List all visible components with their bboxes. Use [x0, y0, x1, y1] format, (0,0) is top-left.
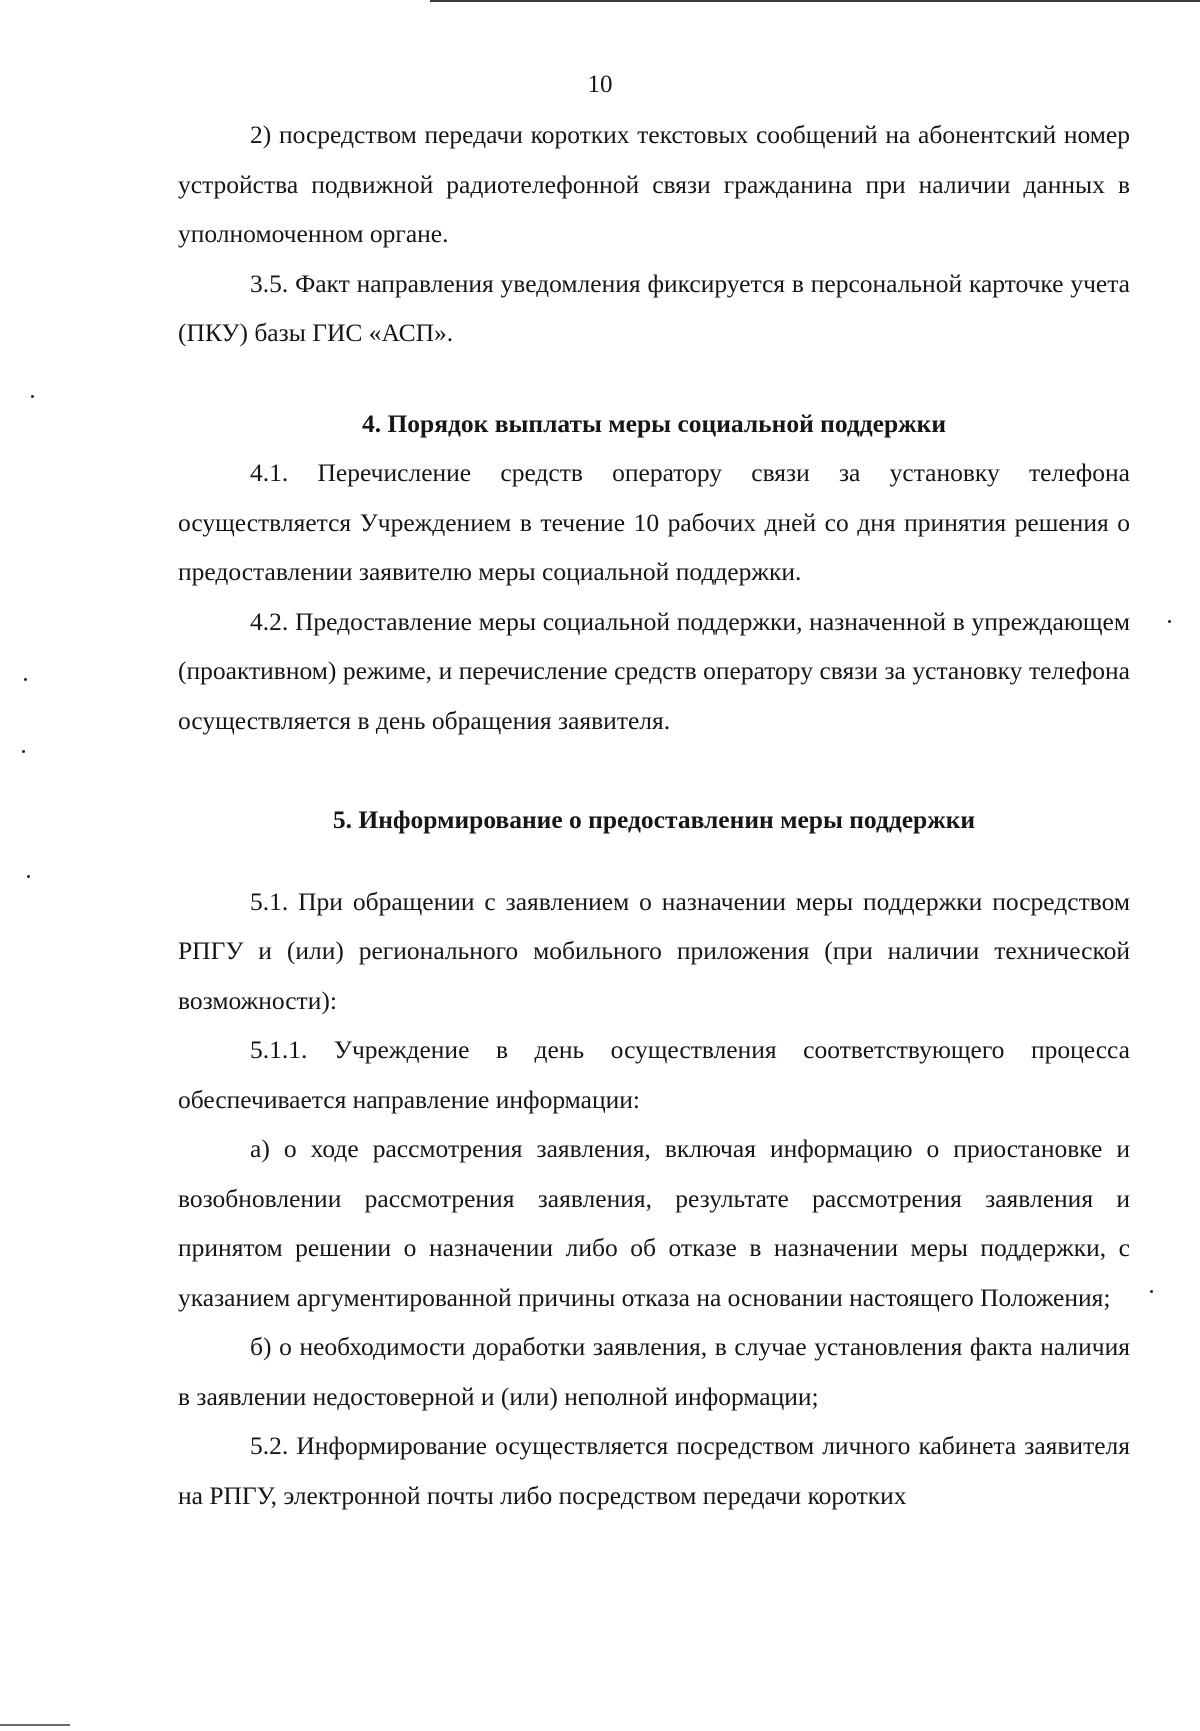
scan-speck [22, 750, 25, 753]
scan-speck [1150, 1290, 1153, 1293]
bottom-border-line [0, 1724, 70, 1726]
scan-speck [31, 395, 34, 398]
paragraph-5-1-1: 5.1.1. Учреждение в день осуществления соответствующего процесса обеспечивается направление информации: [178, 1035, 1130, 1114]
top-border-line [430, 0, 1200, 2]
scan-speck [24, 678, 27, 681]
paragraph-2-sms: 2) посредством передачи коротких текстовых сообщений на абонентский номер устройства подвижной радиотелефонной связи гражданина при наличии данных в уполномоченном органе. [178, 120, 1130, 248]
document-body [178, 110, 1130, 1520]
paragraph-b: б) о необходимости доработки заявления, в случае установления факта наличия в заявлении недостоверной и (или) неполной информации; [178, 1332, 1130, 1411]
paragraph-5-1: 5.1. При обращении с заявлением о назначении меры поддержки посредством РПГУ и (или) регионального мобильного приложения (при наличии технической возможности): [178, 886, 1130, 1015]
spacer [178, 358, 1130, 399]
page-number: 10 [587, 71, 613, 98]
section-4-heading: 4. Порядок выплаты меры социальной поддержки [361, 408, 947, 438]
paragraph-a: а) о ходе рассмотрения заявления, включая информацию о приостановке и возобновлении рассмотрения заявления, результате рассмотрения заявления и принятом решении о назначении либо об отказе в назначении меры поддержки, с указанием аргументированной причины отказа на основании настоящего Положения; [178, 1134, 1130, 1312]
scan-speck [27, 875, 30, 878]
paragraph-3-5: 3.5. Факт направления уведомления фиксируется в персональной карточке учета (ПКУ) базы ГИС «АСП». [178, 268, 1130, 347]
paragraph-5-2: 5.2. Информирование осуществляется посредством личного кабинета заявителя на РПГУ, электронной почты либо посредством передачи коротких [178, 1431, 1130, 1510]
spacer [178, 745, 1130, 795]
section-5-heading: 5. Информирование о предоставленин меры поддержки [332, 805, 976, 834]
scan-speck [1168, 620, 1171, 623]
paragraph-4-2: 4.2. Предоставление меры социальной поддержки, назначенной в упреждающем (проактивном) режиме, и перечисление средств оператору связи за установку телефона осуществляется в день обращения заявителя. [178, 606, 1130, 735]
paragraph-4-1: 4.1. Перечисление средств оператору связи за установку телефона осуществляется Учреждением в течение 10 рабочих дней со дня принятия решения о предоставлении заявителю меры социальной поддержки. [178, 458, 1130, 586]
spacer [178, 845, 1130, 877]
